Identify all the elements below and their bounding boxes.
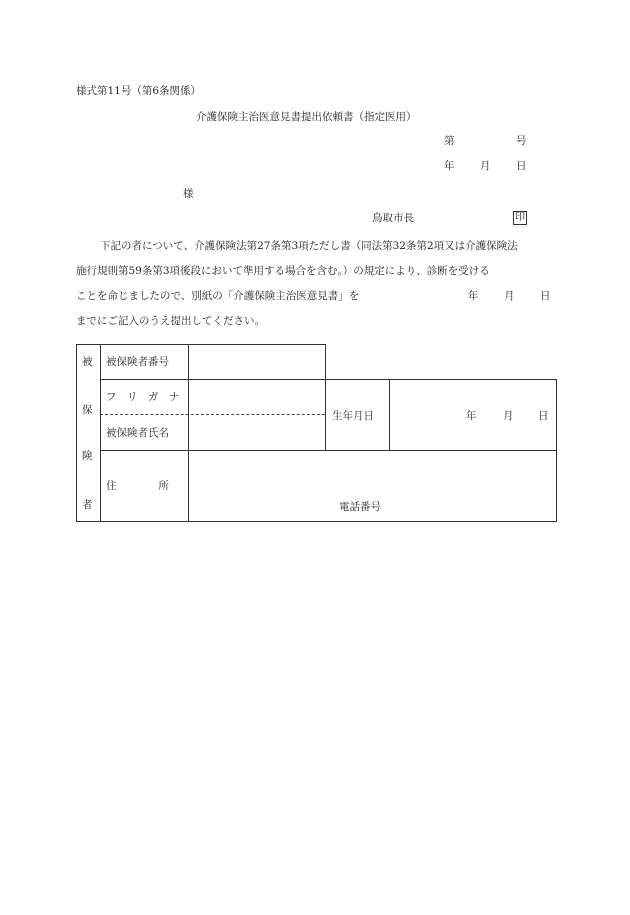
form-number: 様式第11号（第6条関係） (76, 85, 202, 97)
seal-mark: 印 (515, 212, 525, 223)
body-line-1: 下記の者について、介護保険法第27条第3項ただし書（同法第32条第2項又は介護保険法 (100, 240, 518, 252)
body-line-2: 施行規則第59条第3項後段において準用する場合を含む。）の規定により、診断を受ける (76, 265, 490, 277)
side-label-3: 険 (82, 450, 93, 462)
insured-number-label: 被保険者番号 (106, 356, 169, 368)
phone-label: 電話番号 (339, 501, 381, 513)
body-line-4: までにご記入のうえ提出してください。 (76, 315, 265, 327)
issue-date-month: 月 (480, 160, 491, 172)
birthdate-label: 生年月日 (332, 410, 374, 422)
furigana-label: フ リ ガ ナ (106, 391, 180, 403)
issue-date-day: 日 (516, 160, 527, 172)
document-title: 介護保険主治医意見書提出依頼書（指定医用） (196, 111, 417, 123)
birthdate-day: 日 (538, 410, 549, 422)
insured-name-label: 被保険者氏名 (106, 427, 169, 439)
side-label-1: 被 (82, 356, 93, 368)
birthdate-month: 月 (503, 410, 514, 422)
addressee-suffix: 様 (183, 188, 194, 200)
deadline-day: 日 (540, 290, 551, 302)
issue-date-year: 年 (444, 160, 455, 172)
body-line-3: ことを命じましたので、別紙の「介護保険主治医意見書」を (76, 290, 360, 302)
doc-number-dai: 第 (444, 135, 455, 147)
address-label: 住 所 (106, 480, 169, 492)
side-label-4: 者 (82, 499, 93, 511)
deadline-year: 年 (468, 290, 479, 302)
birthdate-year: 年 (466, 410, 477, 422)
doc-number-go: 号 (516, 135, 527, 147)
side-label-2: 保 (82, 404, 93, 416)
deadline-month: 月 (504, 290, 515, 302)
issuer-name: 鳥取市長 (372, 212, 414, 224)
